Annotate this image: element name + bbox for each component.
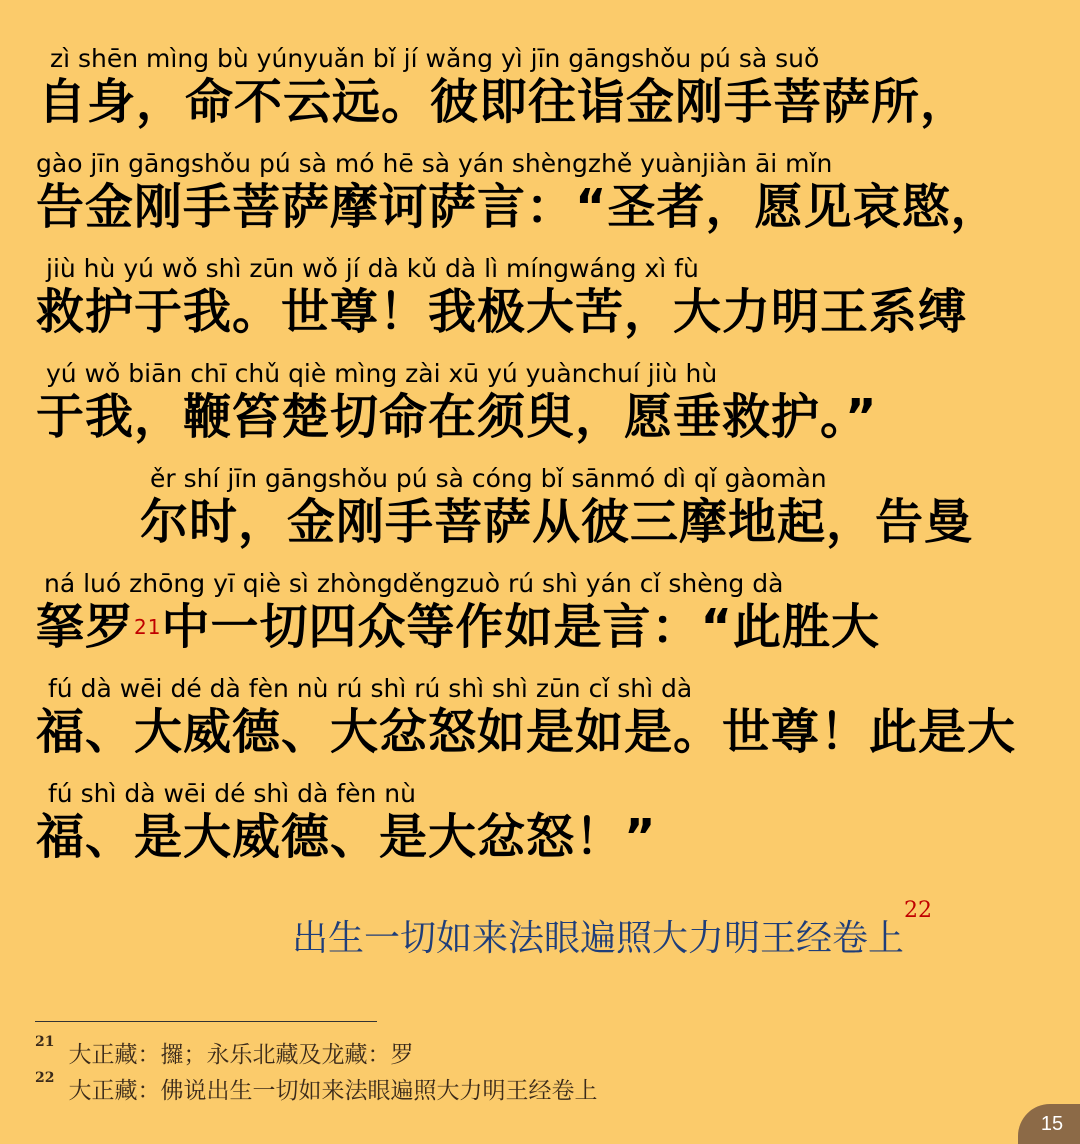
- pinyin-line: fú dà wēi dé dà fèn nù rú shì rú shì shì zūn cǐ shì dà: [48, 674, 693, 703]
- footnote: [35, 1072, 597, 1105]
- pinyin-line: ná luó zhōng yī qiè sì zhòngděngzuò rú shì yán cǐ shèng dà: [44, 569, 784, 598]
- footnote-number: 21: [35, 1034, 55, 1050]
- footnote: [35, 1036, 413, 1069]
- pinyin-line: fú shì dà wēi dé shì dà fèn nù: [48, 779, 416, 808]
- hanzi-line: [36, 597, 880, 657]
- hanzi-line: 告金刚手菩萨摩诃萨言：“圣者，愿见哀愍，: [36, 179, 1000, 235]
- footnote-number: 22: [35, 1070, 55, 1086]
- footnote-text: 大正藏：佛说出生一切如来法眼遍照大力明王经卷上: [68, 1078, 598, 1104]
- hanzi-line: 于我，鞭笞楚切命在须臾，愿垂救护。”: [36, 389, 878, 445]
- hanzi-line: 救护于我。世尊！我极大苦，大力明王系缚: [36, 284, 968, 340]
- hanzi-line: 自身，命不云远。彼即往诣金刚手菩萨所，: [38, 74, 970, 130]
- footnote-ref-21[interactable]: 21: [134, 615, 162, 639]
- sutra-title-text: 出生一切如来法眼遍照大力明王经卷上: [292, 918, 905, 959]
- hanzi-segment: 中一切四众等作如是言：“此胜大: [161, 599, 881, 655]
- footnote-ref-22[interactable]: 22: [904, 898, 933, 923]
- hanzi-line: 尔时，金刚手菩萨从彼三摩地起，告曼: [140, 494, 974, 550]
- hanzi-line: 福、是大威德、是大忿怒！”: [36, 809, 657, 865]
- pinyin-line: gào jīn gāngshǒu pú sà mó hē sà yán shèngzhě yuànjiàn āi mǐn: [36, 149, 833, 178]
- page-number: 15: [1018, 1104, 1080, 1144]
- hanzi-segment: 拏罗: [36, 599, 135, 655]
- pinyin-line: ěr shí jīn gāngshǒu pú sà cóng bǐ sānmó dì qǐ gàomàn: [150, 464, 827, 493]
- hanzi-line: 福、大威德、大忿怒如是如是。世尊！此是大: [36, 704, 1017, 760]
- footnote-text: 大正藏：攞；永乐北藏及龙藏：罗: [68, 1042, 414, 1068]
- sutra-title: [292, 898, 933, 961]
- pinyin-line: yú wǒ biān chī chǔ qiè mìng zài xū yú yuànchuí jiù hù: [46, 359, 718, 388]
- pinyin-line: jiù hù yú wǒ shì zūn wǒ jí dà kǔ dà lì míngwáng xì fù: [46, 254, 699, 283]
- pinyin-line: zì shēn mìng bù yúnyuǎn bǐ jí wǎng yì jīn gāngshǒu pú sà suǒ: [50, 44, 820, 73]
- footnote-divider: [35, 1021, 377, 1022]
